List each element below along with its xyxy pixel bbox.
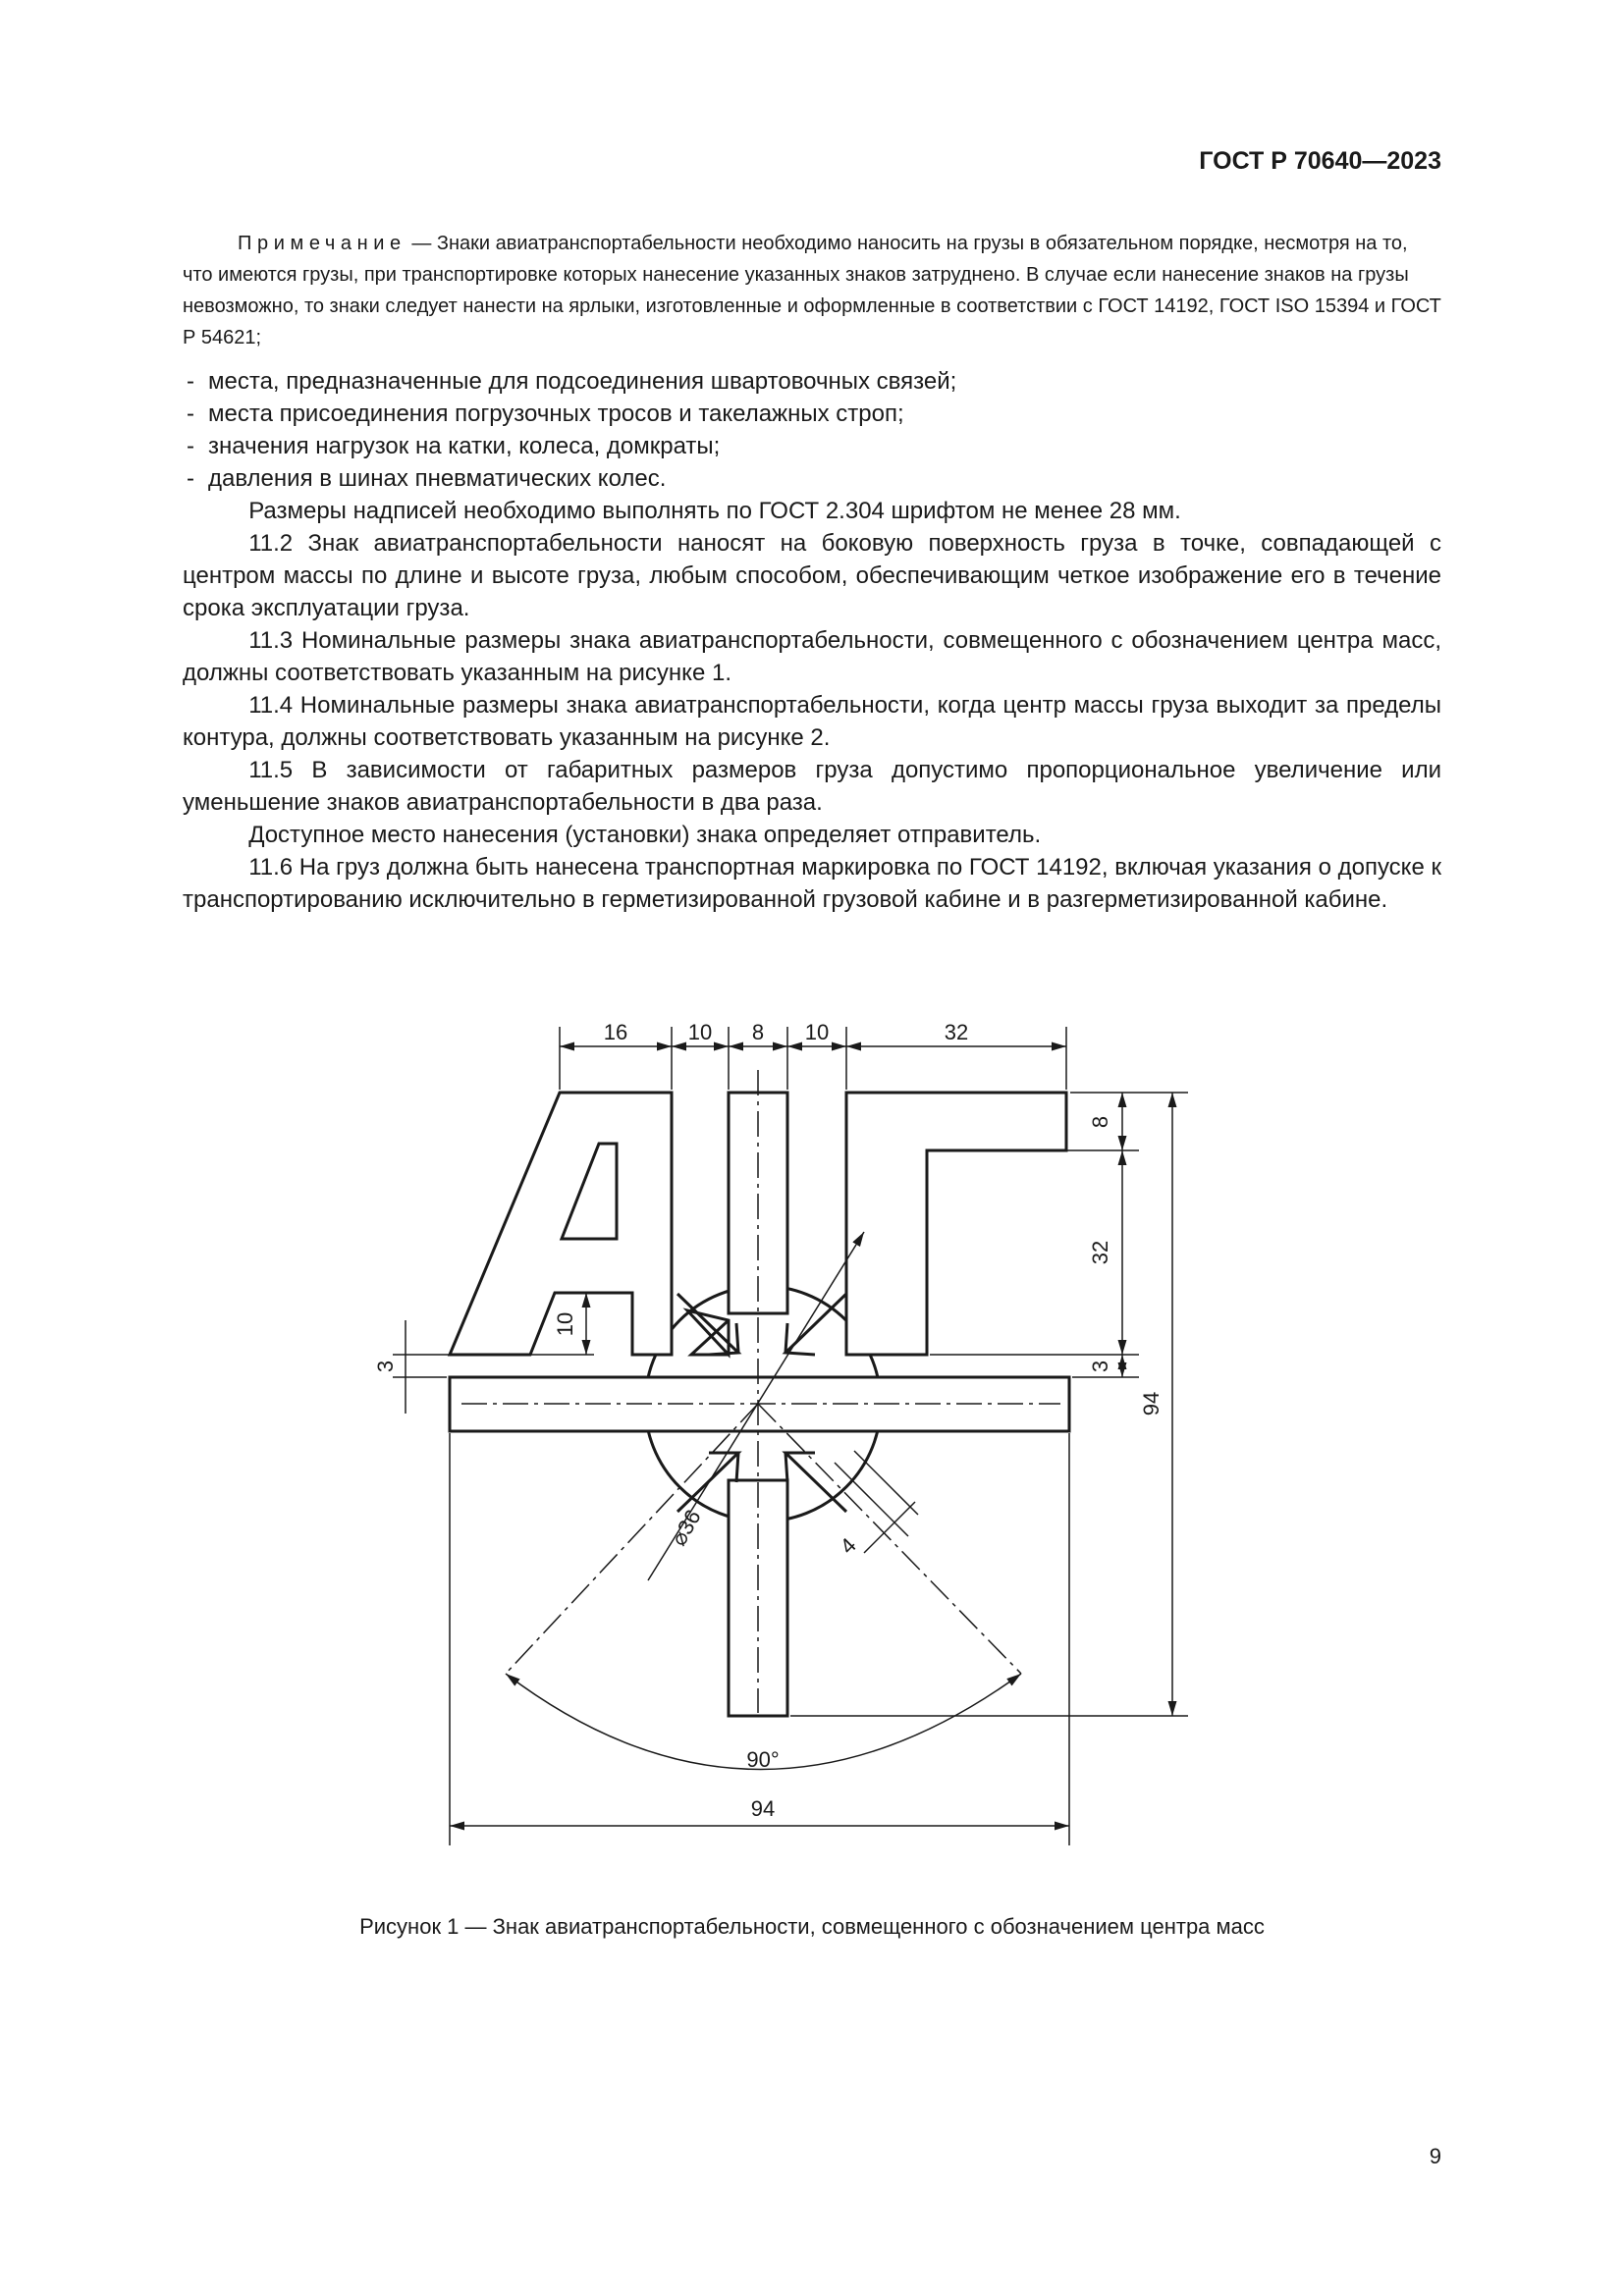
paragraph: Размеры надписей необходимо выполнять по ГОСТ 2.304 шрифтом не менее 28 мм.: [248, 498, 1181, 524]
dim-right-32: 32: [1088, 1240, 1112, 1265]
list-bullet: -: [187, 465, 194, 492]
paragraph-11-3: 11.3 Номинальные размеры знака авиатранспортабельности, совмещенного с обозначением центра масс, должны соответствовать указанным на рисунке 1.: [183, 627, 1441, 686]
list-item: - давления в шинах пневматических колес.: [187, 462, 1441, 495]
dim-overall-height: 94: [1139, 1391, 1164, 1416]
dim-right-3: 3: [1088, 1360, 1112, 1373]
note-label: Примечание: [238, 233, 406, 254]
dim-left-3: 3: [373, 1360, 398, 1373]
figure-caption: Рисунок 1 — Знак авиатранспортабельности, совмещенного с обозначением центра масс: [359, 1914, 1265, 1939]
paragraph-11-4: 11.4 Номинальные размеры знака авиатранспортабельности, когда центр массы груза выходит за пределы контура, должны соответствовать указанным на рисунке 2.: [183, 692, 1441, 751]
dim-overall-width: 94: [750, 1796, 776, 1821]
dim-inner-10: 10: [553, 1311, 577, 1337]
dim-top-8: 8: [751, 1020, 765, 1044]
list-item: - места присоединения погрузочных тросов и такелажных строп;: [187, 398, 1441, 430]
note-text: — Знаки авиатранспортабельности необходимо наносить на грузы в обязательном порядке, несмотря на то, что имеются грузы, при транспортировке которых нанесение указанных знаков затруднено. В случае если нанесение знаков на грузы невозможно, то знаки следует нанести на ярлыки, изготовленные и оформленные в соответствии с ГОСТ 14192, ГОСТ ISO 15394 и ГОСТ Р 54621;: [183, 233, 1441, 348]
diagonal-right: [758, 1404, 1021, 1674]
paragraph-11-2: 11.2 Знак авиатранспортабельности наносят на боковую поверхность груза в точке, совпадающей с центром массы по длине и высоте груза, любым способом, обеспечивающим четкое изображение его в течение срока эксплуатации груза.: [183, 530, 1441, 621]
dim-diameter: ⌀36: [666, 1505, 706, 1550]
document-number: ГОСТ Р 70640—2023: [1199, 147, 1441, 175]
page-number: 9: [1429, 2144, 1441, 2168]
figure-1: [373, 1001, 1218, 1890]
list-bullet: -: [187, 368, 194, 395]
list-bullet: -: [187, 433, 194, 459]
paragraph: Доступное место нанесения (установки) знака определяет отправитель.: [248, 822, 1042, 848]
dim-right-8: 8: [1088, 1115, 1112, 1129]
bullet-list: [183, 365, 1441, 495]
paragraph-11-6: 11.6 На груз должна быть нанесена транспортная маркировка по ГОСТ 14192, включая указания о допуске к транспортированию исключительно в герметизированной грузовой кабине и в разгерметизированной кабине.: [183, 854, 1441, 913]
at-sign-drawing: [373, 1001, 1218, 1885]
diagonal-left: [506, 1404, 758, 1674]
list-item: - места, предназначенные для подсоединения швартовочных связей;: [187, 365, 1441, 398]
list-bullet: -: [187, 400, 194, 427]
note-block: [183, 228, 1441, 353]
paragraph-11-5: 11.5 В зависимости от габаритных размеров груза допустимо пропорциональное увеличение или уменьшение знаков авиатранспортабельности в два раза.: [183, 757, 1441, 816]
dim-top-10-right: 10: [804, 1020, 830, 1044]
dim-top-10-left: 10: [687, 1020, 713, 1044]
document-body: [183, 365, 1441, 916]
dim-top-16: 16: [603, 1020, 628, 1044]
list-item: - значения нагрузок на катки, колеса, домкраты;: [187, 430, 1441, 462]
letter-t: [846, 1093, 1066, 1355]
dim-arrow-width: 4: [835, 1532, 861, 1559]
dim-angle: 90°: [746, 1747, 780, 1772]
dim-top-32: 32: [944, 1020, 969, 1044]
